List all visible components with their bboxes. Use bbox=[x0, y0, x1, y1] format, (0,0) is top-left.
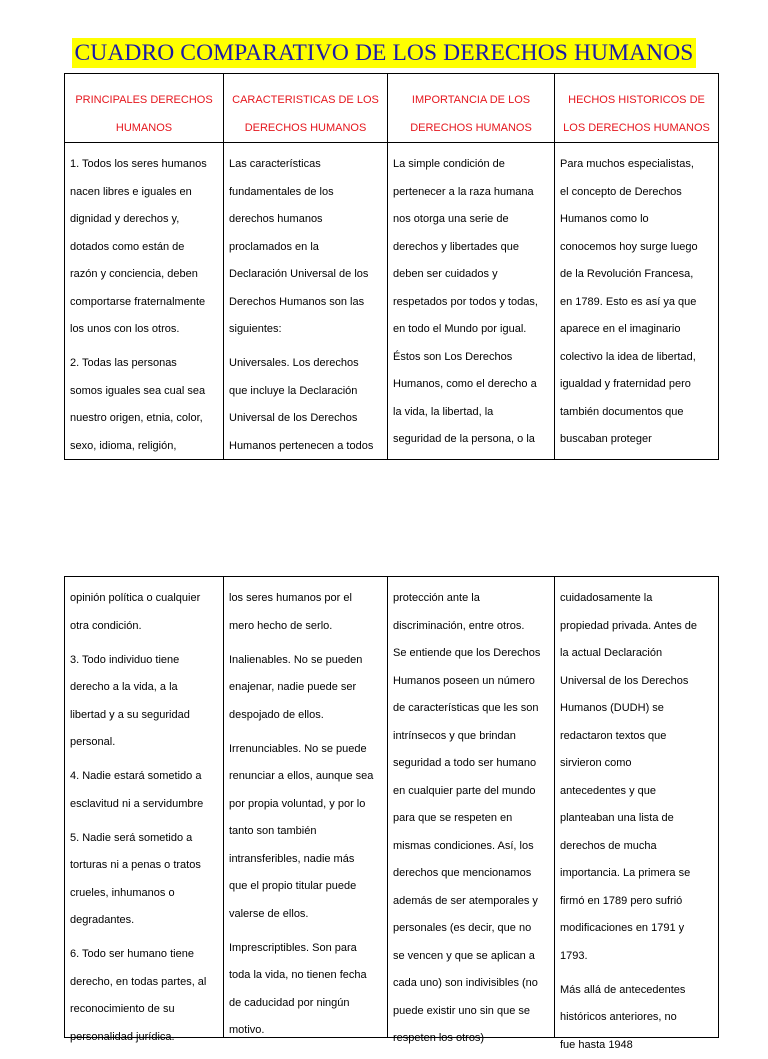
text-line: opinión política o cualquier bbox=[70, 585, 220, 613]
text-line: respetados por todos y todas, bbox=[393, 289, 551, 317]
text-line: Éstos son Los Derechos bbox=[393, 344, 551, 372]
text-line: firmó en 1789 pero sufrió bbox=[560, 888, 715, 916]
text-line: Derechos Humanos son las bbox=[229, 289, 384, 317]
text-line: 5. Nadie será sometido a bbox=[70, 825, 220, 853]
text-line: los seres humanos por el bbox=[229, 585, 384, 613]
text-line: crueles, inhumanos o bbox=[70, 880, 220, 908]
text-line: Humanos (DUDH) se bbox=[560, 695, 715, 723]
text-line: La simple condición de bbox=[393, 151, 551, 179]
paragraph bbox=[229, 585, 384, 640]
text-line: toda la vida, no tienen fecha bbox=[229, 962, 384, 990]
text-line: sexo, idioma, religión, bbox=[70, 433, 220, 461]
cell-principales bbox=[65, 577, 224, 1038]
text-line: los unos con los otros. bbox=[70, 316, 220, 344]
text-line: derechos humanos bbox=[229, 206, 384, 234]
text-line: Humanos, como el derecho a bbox=[393, 371, 551, 399]
text-line: Imprescriptibles. Son para bbox=[229, 935, 384, 963]
cell-principales bbox=[65, 143, 224, 460]
text-line: discriminación, entre otros. bbox=[393, 613, 551, 641]
text-line: aparece en el imaginario bbox=[560, 316, 715, 344]
text-line: tanto son también bbox=[229, 818, 384, 846]
text-line: también documentos que bbox=[560, 399, 715, 427]
text-line: planteaban una lista de bbox=[560, 805, 715, 833]
cell-caracteristicas bbox=[224, 143, 388, 460]
text-line: la vida, la libertad, la bbox=[393, 399, 551, 427]
text-line: propiedad privada. Antes de bbox=[560, 613, 715, 641]
text-line: fue hasta 1948 bbox=[560, 1032, 715, 1059]
paragraph bbox=[70, 151, 220, 344]
text-line: dignidad y derechos y, bbox=[70, 206, 220, 234]
text-line: otra condición. bbox=[70, 613, 220, 641]
text-line: Irrenunciables. No se puede bbox=[229, 736, 384, 764]
text-line: razón y conciencia, deben bbox=[70, 261, 220, 289]
text-line: deben ser cuidados y bbox=[393, 261, 551, 289]
text-line: cuidadosamente la bbox=[560, 585, 715, 613]
cell-importancia bbox=[388, 143, 555, 460]
cell-caracteristicas bbox=[224, 577, 388, 1038]
document-title: CUADRO COMPARATIVO DE LOS DERECHOS HUMANOS bbox=[72, 38, 697, 68]
paragraph bbox=[229, 647, 384, 730]
header-hechos: HECHOS HISTORICOS DE LOS DERECHOS HUMANOS bbox=[555, 74, 719, 143]
text-line: Universal de los Derechos bbox=[560, 668, 715, 696]
text-line: comportarse fraternalmente bbox=[70, 289, 220, 317]
text-line: de la Revolución Francesa, bbox=[560, 261, 715, 289]
title-bar bbox=[0, 38, 768, 68]
text-line: puede existir uno sin que se bbox=[393, 998, 551, 1026]
cell-importancia bbox=[388, 577, 555, 1038]
text-line: valerse de ellos. bbox=[229, 901, 384, 929]
text-line: reconocimiento de su bbox=[70, 996, 220, 1024]
text-line: además de ser atemporales y bbox=[393, 888, 551, 916]
text-line: cada uno) son indivisibles (no bbox=[393, 970, 551, 998]
paragraph bbox=[70, 647, 220, 757]
text-line: intrínsecos y que brindan bbox=[393, 723, 551, 751]
text-line: fundamentales de los bbox=[229, 179, 384, 207]
paragraph bbox=[560, 977, 715, 1059]
text-line: torturas ni a penas o tratos bbox=[70, 852, 220, 880]
text-line: antecedentes y que bbox=[560, 778, 715, 806]
paragraph bbox=[70, 350, 220, 460]
text-line: modificaciones en 1791 y bbox=[560, 915, 715, 943]
text-line: proclamados en la bbox=[229, 234, 384, 262]
text-line: esclavitud ni a servidumbre bbox=[70, 791, 220, 819]
text-line: Inalienables. No se pueden bbox=[229, 647, 384, 675]
text-line: derecho a la vida, a la bbox=[70, 674, 220, 702]
text-line: personalidad jurídica. bbox=[70, 1024, 220, 1052]
text-line: 2. Todas las personas bbox=[70, 350, 220, 378]
text-line: Universales. Los derechos bbox=[229, 350, 384, 378]
header-row bbox=[65, 74, 719, 143]
text-line: personal. bbox=[70, 729, 220, 757]
text-line: pertenecer a la raza humana bbox=[393, 179, 551, 207]
text-line: derecho, en todas partes, al bbox=[70, 969, 220, 997]
text-line: nacen libres e iguales en bbox=[70, 179, 220, 207]
text-line: motivo. bbox=[229, 1017, 384, 1045]
text-line: despojado de ellos. bbox=[229, 702, 384, 730]
paragraph bbox=[70, 763, 220, 818]
body-row bbox=[65, 143, 719, 460]
text-line: históricos anteriores, no bbox=[560, 1004, 715, 1032]
text-line: de caducidad por ningún bbox=[229, 990, 384, 1018]
text-line: conocemos hoy surge luego bbox=[560, 234, 715, 262]
text-line: derechos de mucha bbox=[560, 833, 715, 861]
text-line: respeten los otros) bbox=[393, 1025, 551, 1053]
comparison-table-page-1 bbox=[64, 73, 719, 460]
paragraph bbox=[229, 151, 384, 344]
paragraph bbox=[229, 350, 384, 460]
text-line: Humanos pertenecen a todos bbox=[229, 433, 384, 461]
text-line: somos iguales sea cual sea bbox=[70, 378, 220, 406]
text-line: el concepto de Derechos bbox=[560, 179, 715, 207]
paragraph bbox=[560, 585, 715, 970]
header-caracteristicas: CARACTERISTICAS DE LOS DERECHOS HUMANOS bbox=[224, 74, 388, 143]
text-line: en 1789. Esto es así ya que bbox=[560, 289, 715, 317]
cell-hechos bbox=[555, 577, 719, 1038]
text-line: renunciar a ellos, aunque sea bbox=[229, 763, 384, 791]
paragraph bbox=[70, 941, 220, 1051]
text-line: de características que les son bbox=[393, 695, 551, 723]
paragraph bbox=[70, 585, 220, 640]
text-line: colectivo la idea de libertad, bbox=[560, 344, 715, 372]
text-line: 3. Todo individuo tiene bbox=[70, 647, 220, 675]
text-line: Declaración Universal de los bbox=[229, 261, 384, 289]
text-line: mero hecho de serlo. bbox=[229, 613, 384, 641]
text-line: Humanos como lo bbox=[560, 206, 715, 234]
text-line: enajenar, nadie puede ser bbox=[229, 674, 384, 702]
text-line: Para muchos especialistas, bbox=[560, 151, 715, 179]
text-line: derechos que mencionamos bbox=[393, 860, 551, 888]
text-line: dotados como están de bbox=[70, 234, 220, 262]
text-line: 1. Todos los seres humanos bbox=[70, 151, 220, 179]
text-line: Las características bbox=[229, 151, 384, 179]
text-line: intransferibles, nadie más bbox=[229, 846, 384, 874]
text-line: que el propio titular puede bbox=[229, 873, 384, 901]
paragraph bbox=[229, 736, 384, 929]
text-line: en cualquier parte del mundo bbox=[393, 778, 551, 806]
text-line: Humanos poseen un número bbox=[393, 668, 551, 696]
text-line: derechos y libertades que bbox=[393, 234, 551, 262]
text-line: la actual Declaración bbox=[560, 640, 715, 668]
text-line: seguridad a todo ser humano bbox=[393, 750, 551, 778]
body-row bbox=[65, 577, 719, 1038]
text-line: igualdad y fraternidad pero bbox=[560, 371, 715, 399]
text-line: importancia. La primera se bbox=[560, 860, 715, 888]
text-line: Se entiende que los Derechos bbox=[393, 640, 551, 668]
text-line: Más allá de antecedentes bbox=[560, 977, 715, 1005]
text-line: nuestro origen, etnia, color, bbox=[70, 405, 220, 433]
text-line: personales (es decir, que no bbox=[393, 915, 551, 943]
text-line: 4. Nadie estará sometido a bbox=[70, 763, 220, 791]
paragraph bbox=[560, 151, 715, 454]
text-line: por propia voluntad, y por lo bbox=[229, 791, 384, 819]
paragraph bbox=[393, 585, 551, 1053]
text-line: que incluye la Declaración bbox=[229, 378, 384, 406]
text-line: en todo el Mundo por igual. bbox=[393, 316, 551, 344]
header-principales: PRINCIPALES DERECHOS HUMANOS bbox=[65, 74, 224, 143]
text-line: siguientes: bbox=[229, 316, 384, 344]
text-line: Universal de los Derechos bbox=[229, 405, 384, 433]
text-line: seguridad de la persona, o la bbox=[393, 426, 551, 454]
comparison-table-page-2 bbox=[64, 576, 719, 1038]
text-line: mismas condiciones. Así, los bbox=[393, 833, 551, 861]
text-line: degradantes. bbox=[70, 907, 220, 935]
text-line: redactaron textos que bbox=[560, 723, 715, 751]
paragraph bbox=[229, 935, 384, 1045]
text-line: protección ante la bbox=[393, 585, 551, 613]
text-line: nos otorga una serie de bbox=[393, 206, 551, 234]
text-line: libertad y a su seguridad bbox=[70, 702, 220, 730]
text-line: se vencen y que se aplican a bbox=[393, 943, 551, 971]
text-line: para que se respeten en bbox=[393, 805, 551, 833]
cell-hechos bbox=[555, 143, 719, 460]
text-line: buscaban proteger bbox=[560, 426, 715, 454]
paragraph bbox=[393, 151, 551, 454]
text-line: 1793. bbox=[560, 943, 715, 971]
paragraph bbox=[70, 825, 220, 935]
header-importancia: IMPORTANCIA DE LOS DERECHOS HUMANOS bbox=[388, 74, 555, 143]
text-line: sirvieron como bbox=[560, 750, 715, 778]
text-line: 6. Todo ser humano tiene bbox=[70, 941, 220, 969]
